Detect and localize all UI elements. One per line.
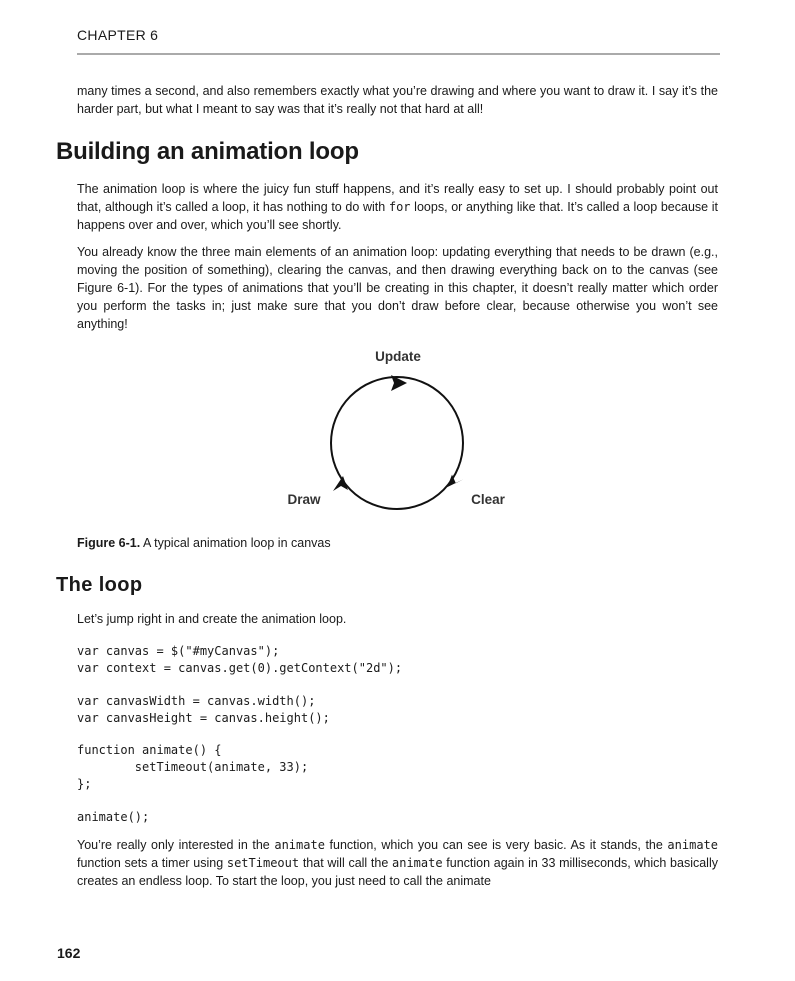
- header-rule: [77, 53, 720, 55]
- caption-label: Figure 6-1.: [77, 536, 141, 550]
- label-clear: Clear: [471, 492, 505, 507]
- text-segment: that will call the: [299, 856, 392, 870]
- page-number: 162: [57, 945, 81, 961]
- paragraph-animate-explanation: [77, 836, 718, 890]
- animation-loop-figure: [270, 340, 530, 520]
- inline-code: animate: [392, 856, 443, 870]
- code-block-canvas: var canvas = $("#myCanvas"); var context = canvas.get(0).getContext("2d");: [77, 644, 403, 675]
- text-segment: You’re really only interested in the: [77, 838, 275, 852]
- inline-code: animate: [667, 838, 718, 852]
- arrow-right-icon: [447, 474, 464, 489]
- inline-code: animate: [274, 838, 325, 852]
- section-title-the-loop: The loop: [56, 574, 143, 596]
- label-draw: Draw: [287, 492, 321, 507]
- paragraph-three-elements: You already know the three main elements of an animation loop: updating everything that needs to be drawn (e.g., moving the position of something), clearing the canvas, and then drawing everything back on to the canvas (see Figure 6-1). For the types of animations that you’ll be creating in this chapter, it doesn’t really matter which order you perform the tasks in; just make sure that you don’t draw before clear, because otherwise you won’t see anything!: [77, 245, 718, 331]
- text-segment: loops, or anything like that. It’s called a loop because it happens over and over, which you’ll see shortly.: [77, 200, 719, 232]
- text-segment: The animation loop is where the juicy fun stuff happens, and it’s really easy to set up. I should probably point out that, although it’s called a loop, it has nothing to do with: [77, 182, 718, 214]
- figure-caption: [77, 536, 331, 550]
- code-block-dimensions: var canvasWidth = canvas.width(); var canvasHeight = canvas.height();: [77, 694, 330, 725]
- code-block-animate-call: animate();: [77, 810, 150, 824]
- code-block-animate-function: function animate() { setTimeout(animate, 33); };: [77, 743, 309, 791]
- text-segment: function sets a timer using: [77, 856, 227, 870]
- inline-code: for: [388, 200, 411, 214]
- caption-text: A typical animation loop in canvas: [140, 536, 331, 550]
- text-segment: function, which you can see is very basic. As it stands, the: [324, 838, 668, 852]
- chapter-header: CHAPTER 6: [77, 27, 159, 43]
- paragraph-loop-intro: [77, 180, 718, 234]
- paragraph-jump-in: Let’s jump right in and create the animation loop.: [77, 612, 347, 626]
- text-segment: function again in 33 milliseconds, which basically creates an endless loop. To start the loop, you just need to call the animate: [77, 856, 718, 888]
- intro-paragraph: many times a second, and also remembers exactly what you’re drawing and where you want to draw it. I say it’s the harder part, but what I meant to say was that it’s really not that hard at all!: [77, 84, 718, 116]
- label-update: Update: [375, 349, 421, 364]
- loop-diagram: [270, 340, 530, 520]
- section-title-building: Building an animation loop: [56, 138, 359, 165]
- inline-code: setTimeout: [226, 856, 300, 870]
- loop-circle: [331, 377, 463, 509]
